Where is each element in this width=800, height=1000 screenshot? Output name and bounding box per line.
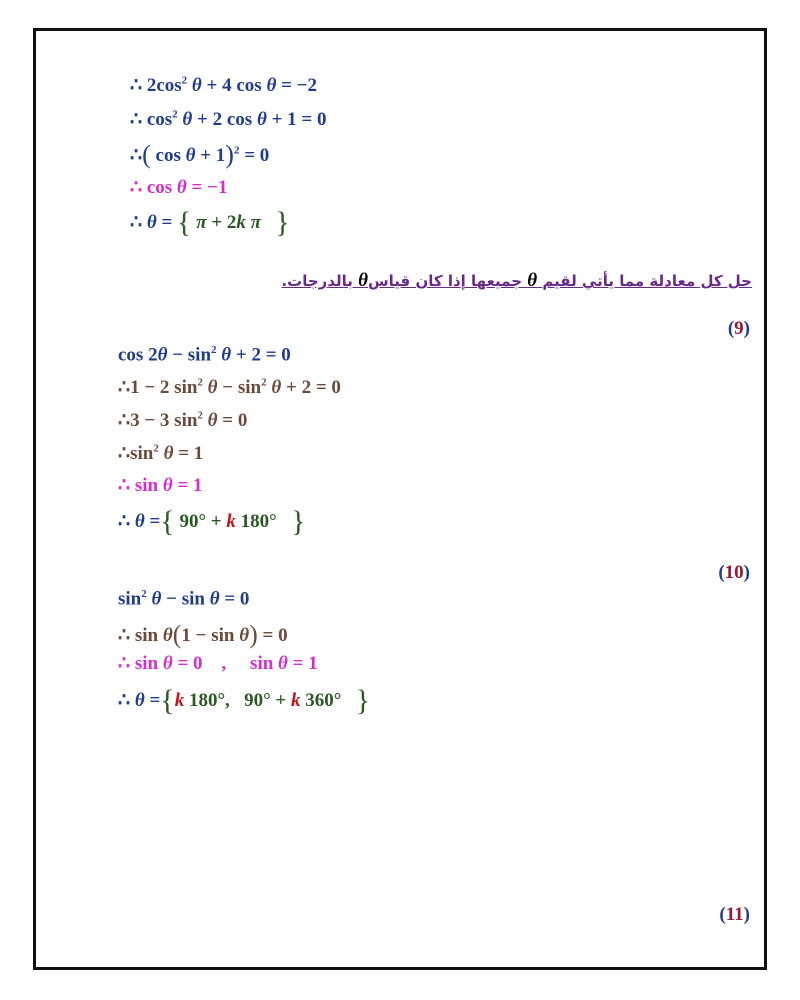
p9-line-5: ∴ sin θ = 1: [118, 475, 203, 496]
p10-line-3: ∴ sin θ = 0 , sin θ = 1: [118, 653, 318, 674]
p9-line-4: $\therefore\sin^2$ θ = 1: [118, 442, 204, 464]
p9-line-1: $\cos 2\theta - \sin^2 \theta + 2 = 0$: [118, 344, 291, 366]
instruction-heading: حل كل معادلة مما يأتي لقيم θ جميعها إذا كان قياسθ بالدرجات.: [281, 270, 752, 291]
top-line-1: ∴ $2\cos^2$ θ + 4 cos θ = −2: [130, 74, 317, 96]
p9-line-6: ∴ θ ={ 90° + k 180° }: [118, 505, 306, 538]
p10-line-1: $\sin^2 \theta - \sin \theta = 0$: [118, 588, 250, 610]
p9-line-2: ∴1 − 2 $\sin^2 \theta - \sin^2 \theta + 2 = 0$: [118, 376, 341, 398]
problem-11-number: (11): [719, 904, 750, 925]
p10-line-4: ∴ θ ={k 180°, 90° + k 360° }: [118, 684, 371, 717]
p10-line-2: ∴ sin θ(1 − sin θ) = 0: [118, 620, 288, 649]
p9-line-3: ∴3 − 3 $\sin^2 \theta = 0$: [118, 409, 248, 431]
problem-9-number: (9): [727, 318, 750, 339]
top-line-3: ∴( cos θ + 1)$^2$ = 0: [130, 140, 270, 169]
top-line-2: ∴ $\cos^2 \theta + 2$ cos θ + 1 = 0: [130, 108, 327, 130]
top-line-5: ∴ θ = { π + 2k π }: [130, 206, 290, 239]
top-line-4: ∴ cos θ = −1: [130, 177, 228, 198]
problem-10-number: (10): [718, 562, 750, 583]
